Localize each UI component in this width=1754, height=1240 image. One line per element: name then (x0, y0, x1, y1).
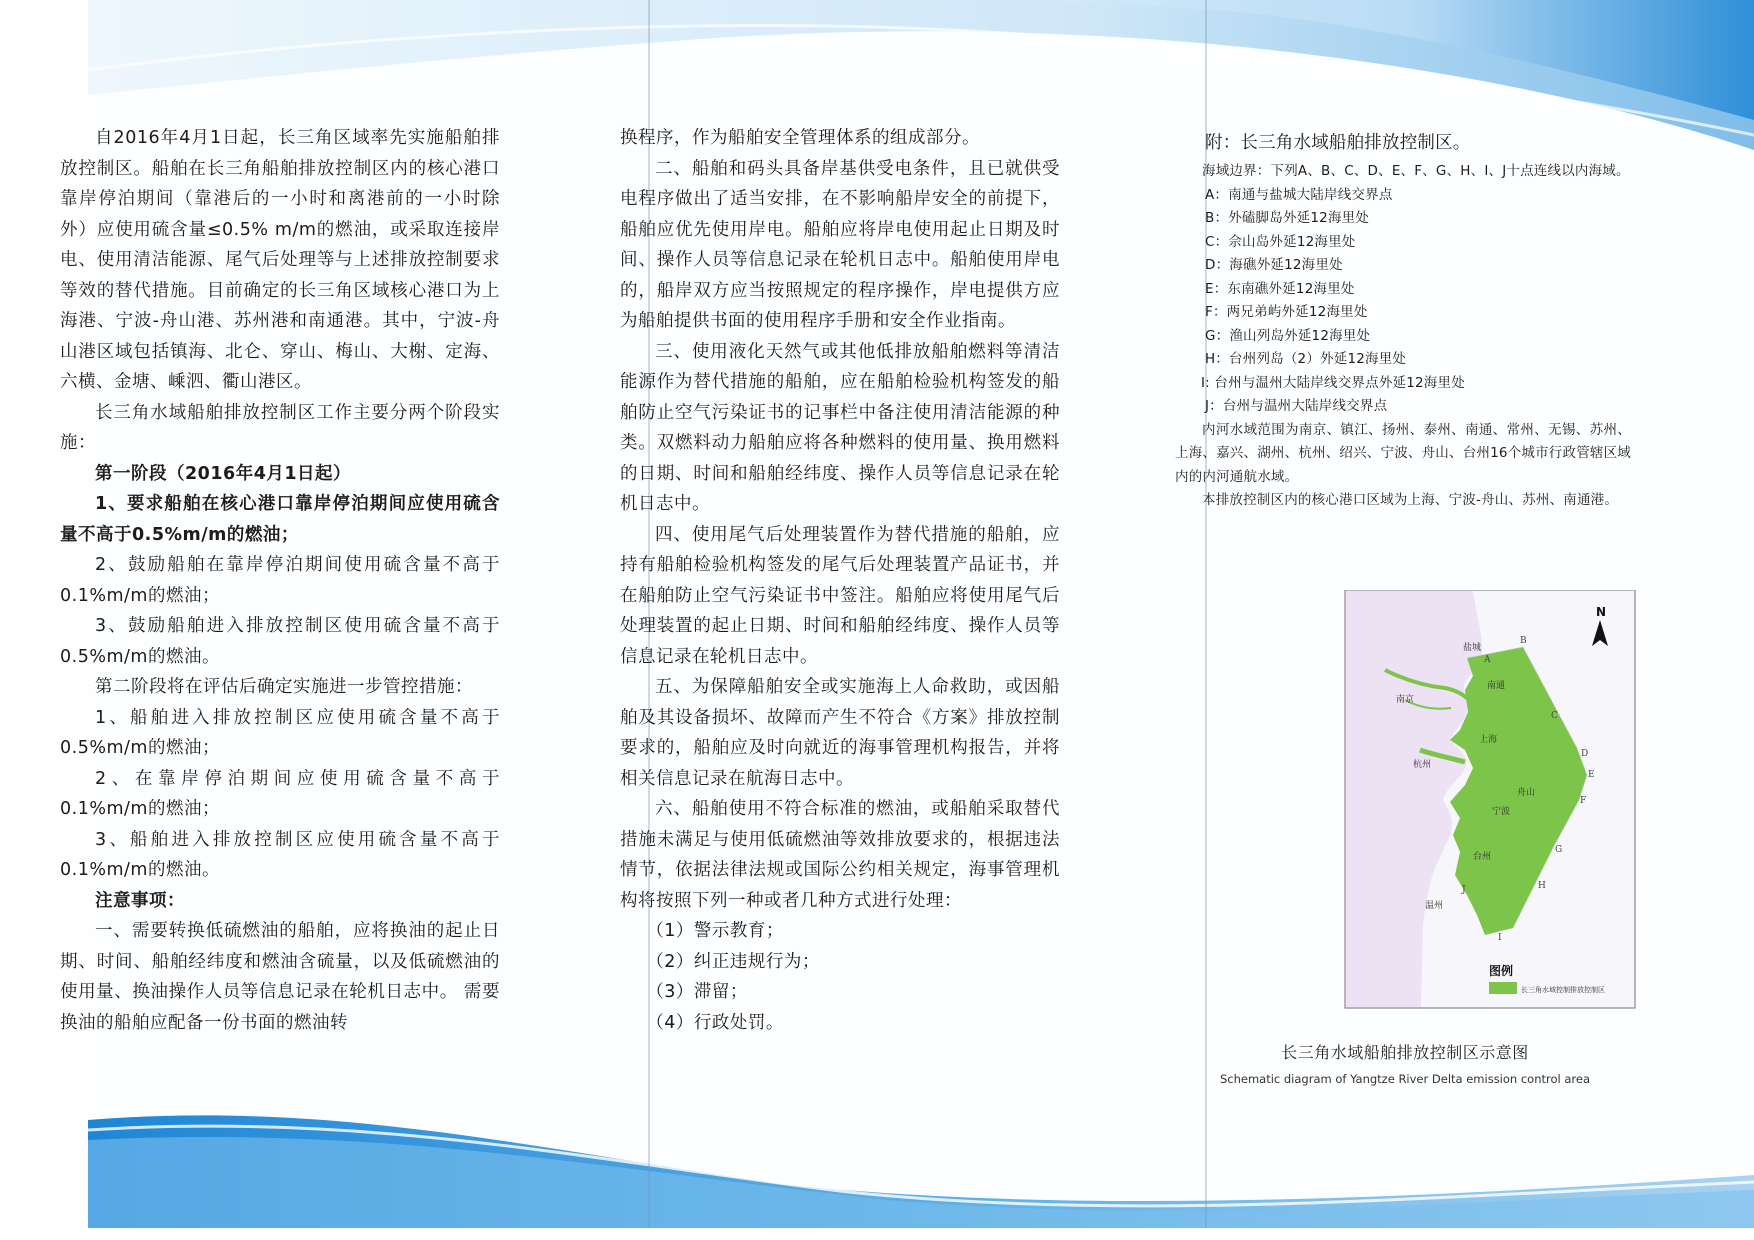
penalty-item-2: （2）纠正违规行为； (646, 951, 820, 972)
boundary-point-g: G：渔山列岛外延12海里处 (1205, 327, 1371, 344)
phase2-item-1: 1、船舶进入排放控制区应使用硫含量不高于0.5%m/m的燃油； (60, 707, 500, 758)
city-label-ningbo: 宁波 (1492, 807, 1511, 817)
note-6: 六、船舶使用不符合标准的燃油，或船舶采取替代措施未满足与使用低硫燃油等效排放要求的，根据违法情节，依据法律法规或国际公约相关规定，海事管理机构将按照下列一种或者几种方式进行处理： (620, 799, 1060, 911)
phase1-item-3: 3、鼓励船舶进入排放控制区使用硫含量不高于0.5%m/m的燃油。 (60, 616, 500, 667)
boundary-point-a: A：南通与盐城大陆岸线交界点 (1205, 186, 1393, 203)
phase2-heading: 第二阶段将在评估后确定实施进一步管控措施： (95, 677, 473, 697)
inland-water-text: 内河水域范围为南京、镇江、扬州、泰州、南通、常州、无锡、苏州、上海、嘉兴、湖州、杭州、绍兴、宁波、舟山、台州16个城市行政管辖区域内的内河通航水域。 (1175, 421, 1631, 485)
boundary-point-f: F：两兄弟屿外延12海里处 (1205, 304, 1368, 320)
notes-heading: 注意事项： (95, 890, 185, 911)
map-caption-chinese: 长三角水域船舶排放控制区示意图 (1281, 1043, 1529, 1062)
note-4: 四、使用尾气后处理装置作为替代措施的船舶，应持有船舶检验机构签发的尾气后处理装置产品证书，并在船舶防止空气污染证书中签注。船舶应将使用尾气后处理装置的起止日期、时间和船舶经纬度、操作人员等信息记录在轮机日志中。 (620, 524, 1060, 667)
phase1-item-2: 2、鼓励船舶在靠岸停泊期间使用硫含量不高于0.1%m/m的燃油； (60, 555, 500, 606)
core-port-text: 本排放控制区内的核心港口区域为上海、宁波-舟山、苏州、南通港。 (1202, 492, 1619, 508)
city-label-hangzhou: 杭州 (1413, 760, 1432, 770)
phase1-heading: 第一阶段（2016年4月1日起） (95, 463, 352, 484)
panel-middle (620, 123, 1060, 1038)
phase2-item-3: 3、船舶进入排放控制区应使用硫含量不高于0.1%m/m的燃油。 (60, 829, 500, 880)
map-point-g: G (1555, 845, 1563, 855)
map-point-d: D (1581, 749, 1589, 759)
map-point-j: J (1462, 885, 1466, 895)
map-point-i: I (1498, 933, 1502, 943)
north-label: N (1596, 605, 1607, 619)
city-label-yancheng: 盐城 (1463, 643, 1482, 653)
bottom-wave-light (88, 1137, 1754, 1228)
penalty-item-4: （4）行政处罚。 (646, 1012, 784, 1033)
phase1-item-1: 1、要求船舶在核心港口靠岸停泊期间应使用硫含量不高于0.5%m/m的燃油； (60, 494, 500, 545)
note-1-continued: 换程序，作为船舶安全管理体系的组成部分。 (620, 128, 980, 148)
emission-control-map (1255, 590, 1690, 1010)
boundary-point-h: H：台州列岛（2）外延12海里处 (1205, 351, 1407, 367)
note-5: 五、为保障船舶安全或实施海上人命救助，或因船舶及其设备损坏、故障而产生不符合《方案》排放控制要求的，船舶应及时向就近的海事管理机构报告，并将相关信息记录在航海日志中。 (620, 677, 1060, 789)
boundary-point-e: E：东南礁外延12海里处 (1205, 280, 1355, 297)
note-3: 三、使用液化天然气或其他低排放船舶燃料等清洁能源作为替代措施的船舶，应在船舶检验机构签发的船舶防止空气污染证书的记事栏中备注使用清洁能源的种类。双燃料动力船舶应将各种燃料的使用量、换用燃料的日期、时间和船舶经纬度、操作人员等信息记录在轮机日志中。 (620, 341, 1060, 514)
boundary-point-j: J：台州与温州大陆岸线交界点 (1205, 398, 1388, 414)
map-point-f: F (1580, 796, 1587, 806)
note-1: 一、需要转换低硫燃油的船舶，应将换油的起止日期、时间、船舶经纬度和燃油含硫量，以及低硫燃油的使用量、换油操作人员等信息记录在轮机日志中。 需要换油的船舶应配备一份书面的燃油转 (60, 921, 500, 1033)
panel-right (1175, 128, 1631, 513)
boundary-point-d: D：海礁外延12海里处 (1205, 257, 1343, 273)
city-label-nantong: 南通 (1487, 681, 1506, 691)
phase-overview: 长三角水域船舶排放控制区工作主要分两个阶段实施： (60, 402, 500, 453)
legend-title: 图例 (1489, 964, 1514, 978)
map-point-h: H (1538, 881, 1546, 891)
map-point-c: C (1551, 711, 1558, 721)
boundary-point-b: B：外磕脚岛外延12海里处 (1205, 210, 1370, 226)
penalty-item-1: （1）警示教育； (646, 921, 784, 941)
map-point-e: E (1588, 770, 1595, 780)
legend-label: 长三角水域控制排放控制区 (1521, 986, 1605, 994)
boundary-point-c: C：佘山岛外延12海里处 (1205, 233, 1356, 250)
city-label-nanjing: 南京 (1396, 695, 1415, 705)
city-label-wenzhou: 温州 (1425, 901, 1444, 911)
note-2: 二、船舶和码头具备岸基供受电条件，且已就供受电程序做出了适当安排，在不影响船岸安全的前提下，船舶应优先使用岸电。船舶应将岸电使用起止日期及时间、操作人员等信息记录在轮机日志中。船舶使用岸电的，船岸双方应当按照规定的程序操作，岸电提供方应为船舶提供书面的使用程序手册和安全作业指南。 (620, 158, 1060, 331)
map-point-a: A (1484, 655, 1491, 665)
appendix-heading: 附：长三角水域船舶排放控制区。 (1205, 133, 1471, 153)
map-point-b: B (1520, 636, 1527, 646)
legend-swatch (1489, 982, 1517, 994)
sea-boundary-text: 海域边界：下列A、B、C、D、E、F、G、H、I、J十点连线以内海域。 (1202, 163, 1630, 179)
penalty-item-3: （3）滞留； (646, 982, 748, 1002)
map-caption-english: Schematic diagram of Yangtze River Delta emission control area (1219, 1072, 1591, 1086)
city-label-shanghai: 上海 (1479, 735, 1498, 745)
phase2-item-2: 2、在靠岸停泊期间应使用硫含量不高于0.1%m/m的燃油； (60, 768, 500, 819)
intro-paragraph: 自2016年4月1日起，长三角区域率先实施船舶排放控制区。船舶在长三角船舶排放控制区内的核心港口靠岸停泊期间（靠港后的一小时和离港前的一小时除外）应使用硫含量≤0.5% m/m的燃油，或采取连接岸电、使用清洁能源、尾气后处理等与上述排放控制要求等效的替代措施。目前确定的长三角区域核心港口为上海港、宁波-舟山港、苏州港和南通港。其中，宁波-舟山港区域包括镇海、北仑、穿山、梅山、大榭、定海、六横、金塘、嵊泗、衢山港区。 (60, 128, 500, 392)
city-label-taizhou: 台州 (1473, 852, 1492, 862)
city-label-zhoushan: 舟山 (1517, 788, 1536, 798)
panel-left (60, 123, 500, 1038)
boundary-point-i: I: 台州与温州大陆岸线交界点外延12海里处 (1201, 374, 1465, 391)
